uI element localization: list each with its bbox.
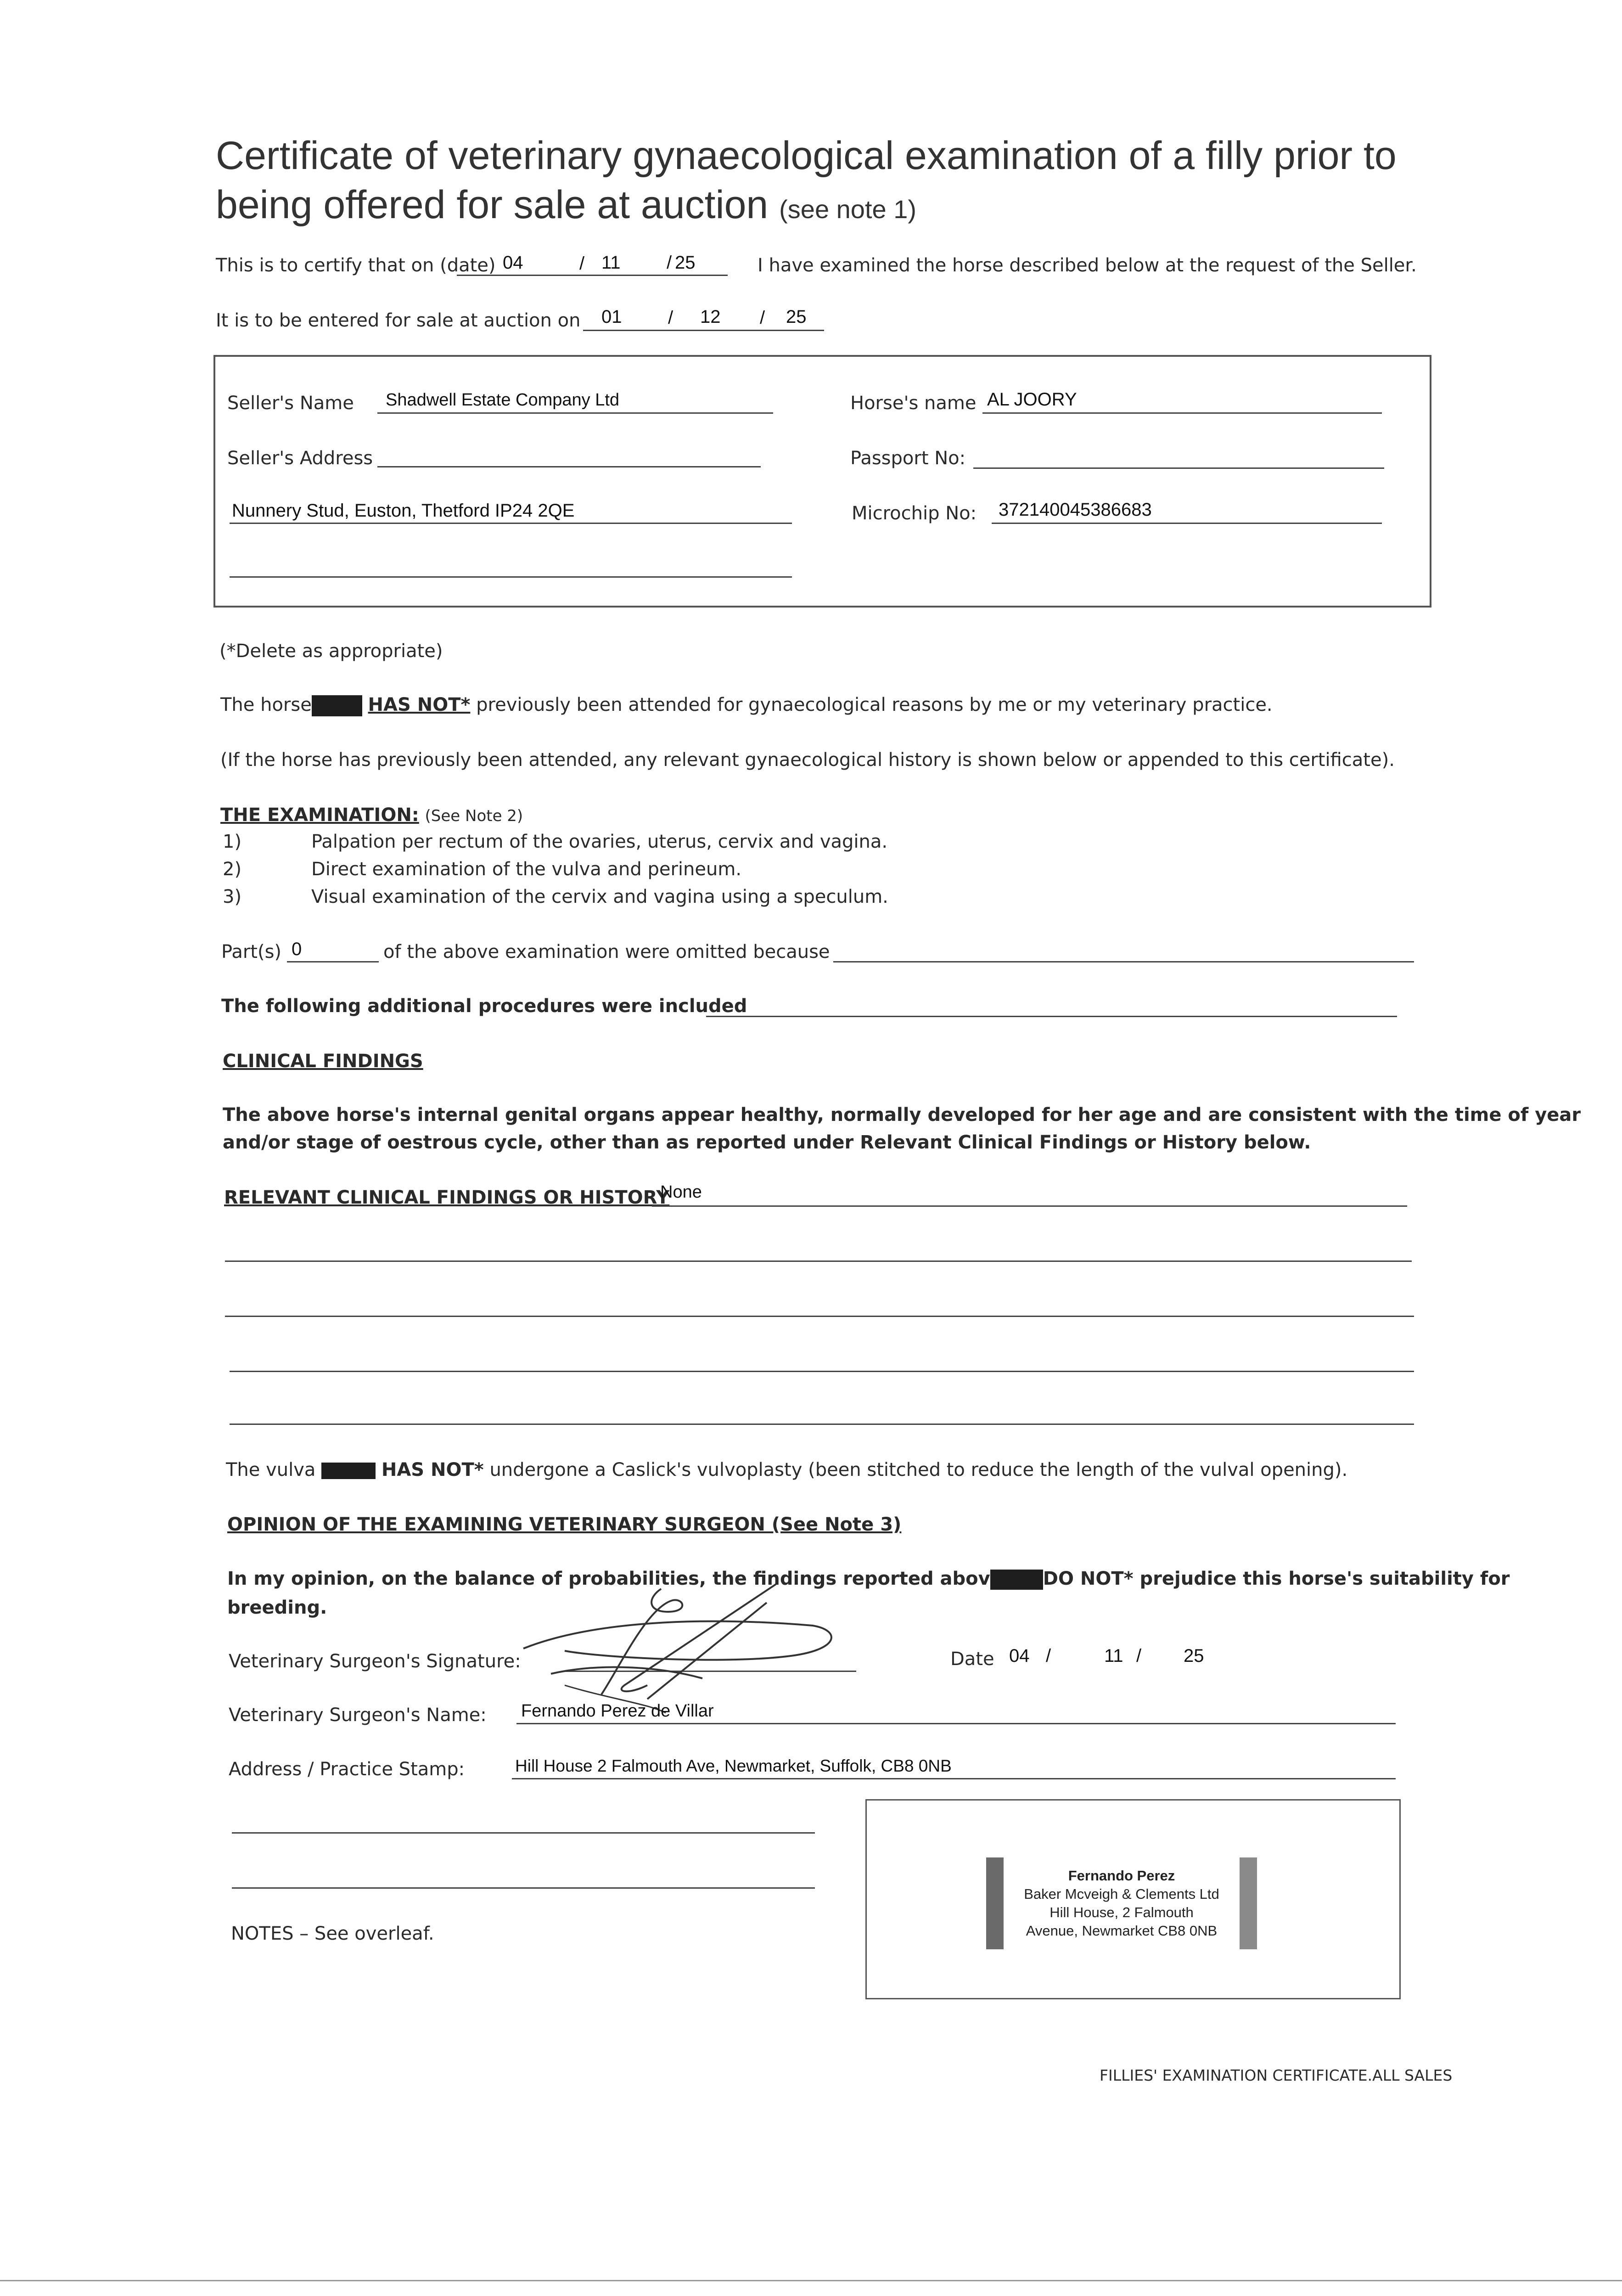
certify-suffix: I have examined the horse described below at the request of the Seller. xyxy=(758,255,1417,276)
sign-date-month: 11 xyxy=(1104,1646,1123,1666)
title-note: (see note 1) xyxy=(779,195,916,224)
address-line-1 xyxy=(232,1832,815,1834)
footer-label: FILLIES' EXAMINATION CERTIFICATE.ALL SALES xyxy=(1100,2066,1453,2084)
stamp-line-2: Baker Mcveigh & Clements Ltd xyxy=(1024,1886,1219,1902)
attended-statement xyxy=(220,694,1273,716)
vulva-has-not: HAS NOT* xyxy=(381,1459,484,1480)
exam-date-day: 04 xyxy=(503,253,523,273)
auction-prefix: It is to be entered for sale at auction on xyxy=(216,310,581,331)
auction-date-sep-2: / xyxy=(760,308,765,328)
findings-line-1 xyxy=(225,1261,1412,1262)
vulva-prefix: The vulva xyxy=(226,1459,316,1480)
examination-note: (See Note 2) xyxy=(425,807,523,825)
passport-label: Passport No: xyxy=(850,448,966,469)
address-stamp-label: Address / Practice Stamp: xyxy=(229,1759,465,1780)
exam-date-year: 25 xyxy=(675,253,696,273)
parts-suffix: of the above examination were omitted because xyxy=(383,941,830,962)
signature-label: Veterinary Surgeon's Signature: xyxy=(229,1651,521,1672)
auction-date-sep-1: / xyxy=(668,308,673,328)
clinical-statement-2: and/or stage of oestrous cycle, other than as reported under Relevant Clinical Findings or History below. xyxy=(223,1132,1311,1153)
exam-item-text-3: Visual examination of the cervix and vagina using a speculum. xyxy=(311,886,888,907)
stamp-line-4: Avenue, Newmarket CB8 0NB xyxy=(1026,1923,1218,1939)
auction-date-year: 25 xyxy=(786,307,807,327)
attended-prefix: The horse xyxy=(220,694,312,715)
page-title xyxy=(216,133,1397,228)
vulva-suffix: undergone a Caslick's vulvoplasty (been stitched to reduce the length of the vulval opening). xyxy=(489,1459,1348,1480)
redaction-bar xyxy=(990,1570,1043,1590)
horse-name-value: AL JOORY xyxy=(987,389,1077,410)
relevant-value: None xyxy=(660,1182,702,1202)
title-line-1: Certificate of veterinary gynaecological examination of a filly prior to xyxy=(216,134,1397,178)
opinion-heading: OPINION OF THE EXAMINING VETERINARY SURGEON (See Note 3) xyxy=(227,1514,902,1535)
attended-has-not: HAS NOT* xyxy=(368,694,471,715)
date-label: Date xyxy=(950,1649,994,1670)
stamp-line-3: Hill House, 2 Falmouth xyxy=(1050,1904,1194,1920)
exam-item-num-2: 2) xyxy=(223,859,242,880)
sign-date-year: 25 xyxy=(1184,1646,1204,1666)
microchip-label: Microchip No: xyxy=(852,503,977,524)
clinical-statement-1: The above horse's internal genital organs appear healthy, normally developed for her age and are consistent with the time of year xyxy=(223,1104,1581,1125)
surgeon-address-value: Hill House 2 Falmouth Ave, Newmarket, Suffolk, CB8 0NB xyxy=(515,1756,952,1775)
seller-name-value: Shadwell Estate Company Ltd xyxy=(386,390,620,410)
exam-item-num-3: 3) xyxy=(223,886,242,907)
microchip-value: 372140045386683 xyxy=(999,500,1152,520)
exam-item-num-1: 1) xyxy=(223,831,242,852)
title-line-2: being offered for sale at auction xyxy=(216,183,769,227)
redaction-bar xyxy=(312,695,362,716)
vulva-statement xyxy=(226,1459,1347,1480)
certify-prefix: This is to certify that on (date) xyxy=(216,255,496,276)
findings-line-4 xyxy=(230,1424,1414,1425)
exam-date-month: 11 xyxy=(601,253,621,273)
notes-label: NOTES – See overleaf. xyxy=(231,1923,434,1944)
seller-name-label: Seller's Name xyxy=(227,393,354,414)
exam-date-sep-1: / xyxy=(579,253,585,274)
stamp-line-1: Fernando Perez xyxy=(1068,1868,1175,1884)
parts-prefix: Part(s) xyxy=(221,941,282,962)
history-note: (If the horse has previously been attended, any relevant gynaecological history is shown below or appended to this certificate). xyxy=(220,749,1395,771)
auction-date-day: 01 xyxy=(601,307,622,327)
surgeon-name-label: Veterinary Surgeon's Name: xyxy=(229,1705,487,1726)
address-line-2 xyxy=(232,1887,815,1889)
examination-heading: THE EXAMINATION: (See Note 2) xyxy=(220,805,523,826)
parts-value: 0 xyxy=(292,939,302,959)
horse-name-label: Horse's name xyxy=(850,393,977,414)
relevant-heading: RELEVANT CLINICAL FINDINGS OR HISTORY xyxy=(224,1187,670,1208)
seller-address-label: Seller's Address xyxy=(227,448,373,469)
surgeon-name-value: Fernando Perez de Villar xyxy=(521,1701,714,1721)
redaction-bar xyxy=(321,1463,376,1479)
sign-date-sep-2: / xyxy=(1136,1646,1142,1666)
bottom-rule xyxy=(0,2280,1622,2281)
exam-date-sep-2: / xyxy=(667,253,672,273)
seller-address-value: Nunnery Stud, Euston, Thetford IP24 2QE xyxy=(232,501,575,521)
exam-item-text-1: Palpation per rectum of the ovaries, uterus, cervix and vagina. xyxy=(311,831,888,852)
sign-date-day: 04 xyxy=(1009,1646,1030,1666)
findings-line-3 xyxy=(230,1371,1414,1372)
practice-stamp xyxy=(986,1857,1257,1949)
opinion-line-2: breeding. xyxy=(227,1597,327,1618)
findings-line-2 xyxy=(225,1316,1414,1317)
exam-item-text-2: Direct examination of the vulva and perineum. xyxy=(311,859,742,880)
clinical-heading: CLINICAL FINDINGS xyxy=(223,1051,423,1072)
signature-scribble xyxy=(510,1580,859,1717)
auction-date-month: 12 xyxy=(700,307,721,327)
additional-procedures: The following additional procedures were included xyxy=(221,996,747,1017)
sign-date-sep-1: / xyxy=(1046,1646,1051,1666)
opinion-line-1: In my opinion, on the balance of probabilities, the findings reported abov DO NOT* prejudice this horse's suitability for xyxy=(227,1568,1510,1589)
attended-suffix: previously been attended for gynaecological reasons by me or my veterinary practice. xyxy=(476,694,1273,715)
delete-note: (*Delete as appropriate) xyxy=(219,641,443,662)
